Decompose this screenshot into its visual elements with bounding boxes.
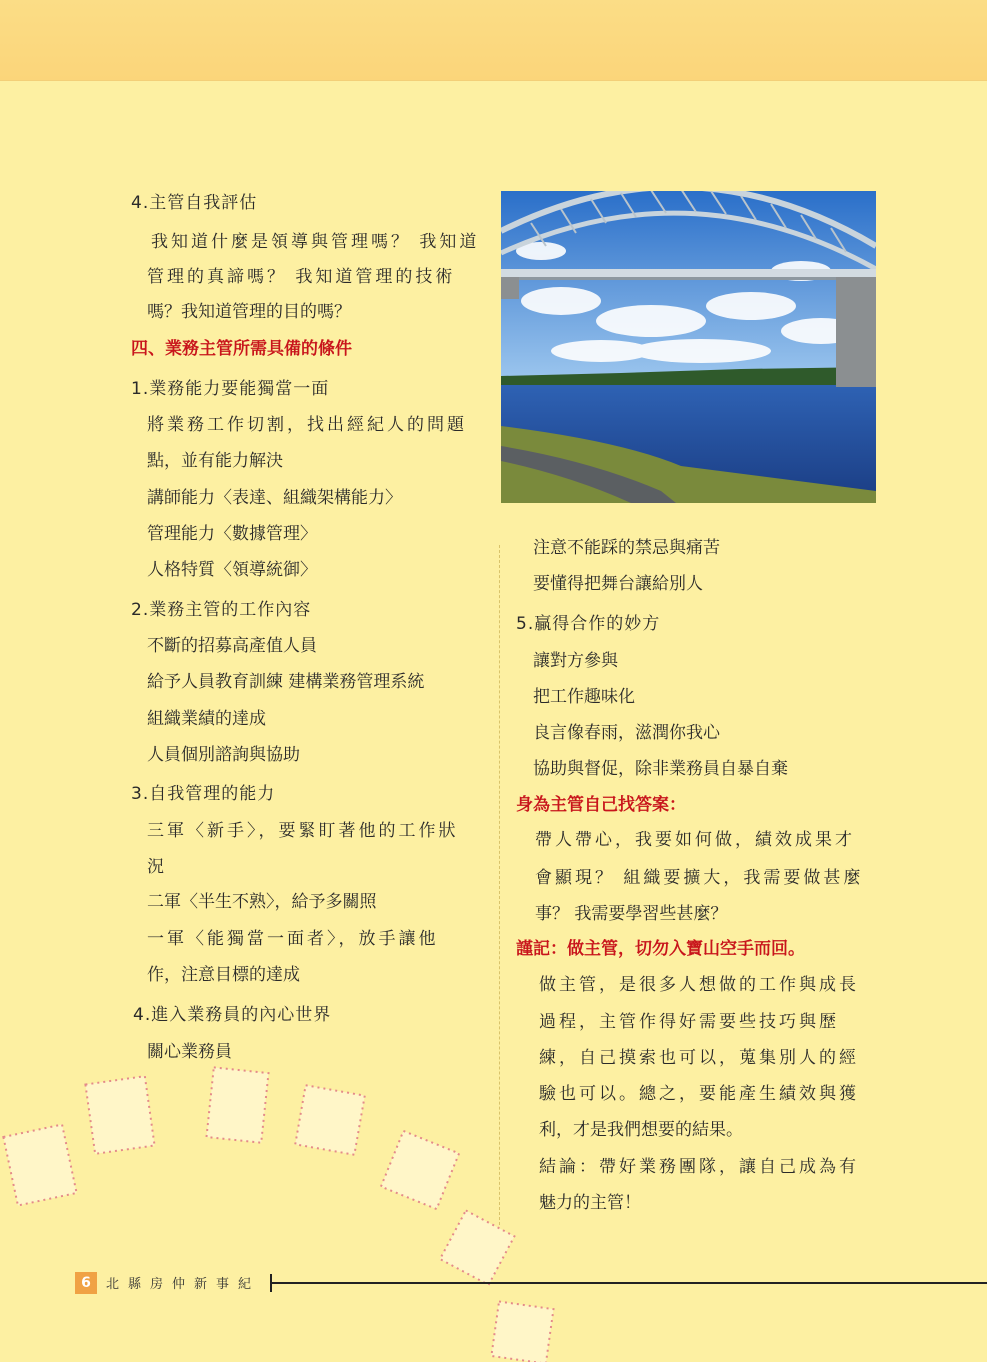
- footer-rule: [270, 1282, 987, 1284]
- right-text-line: 良言像春雨，滋潤你我心: [533, 723, 720, 743]
- right-text-line: 事？ 我需要學習些甚麼？: [535, 904, 728, 924]
- publication-title: 北縣房仲新事紀: [106, 1277, 261, 1292]
- left-text-line: 管理的真諦嗎？ 我知道管理的技術: [147, 267, 456, 287]
- right-text-line: 會顯現？ 組織要擴大，我需要做甚麼: [535, 868, 864, 888]
- right-text-line: 讓對方參與: [533, 651, 618, 671]
- left-text-line: 4.進入業務員的內心世界: [133, 1005, 332, 1025]
- right-text-line: 謹記：做主管，切勿入寶山空手而回。: [516, 939, 805, 959]
- right-text-line: 做主管，是很多人想做的工作與成長: [539, 975, 859, 995]
- right-text-line: 協助與督促，除非業務員自暴自棄: [533, 759, 788, 779]
- right-text-line: 練，自己摸索也可以，蒐集別人的經: [539, 1048, 859, 1068]
- right-text-line: 利，才是我們想要的結果。: [539, 1120, 743, 1140]
- left-text-line: 人格特質〈領導統御〉: [147, 560, 317, 580]
- left-text-line: 點，並有能力解決: [147, 451, 283, 471]
- right-text-line: 注意不能踩的禁忌與痛苦: [533, 538, 720, 558]
- left-text-line: 嗎？我知道管理的目的嗎？: [147, 302, 351, 322]
- left-text-line: 況: [147, 857, 164, 877]
- left-text-line: 4.主管自我評估: [131, 193, 258, 213]
- left-text-line: 講師能力〈表達、組織架構能力〉: [147, 488, 402, 508]
- left-text-line: 1.業務能力要能獨當一面: [131, 379, 330, 399]
- left-text-line: 組織業績的達成: [147, 709, 266, 729]
- column-divider: [499, 545, 500, 1225]
- left-text-line: 2.業務主管的工作內容: [131, 600, 312, 620]
- left-text-line: 3.自我管理的能力: [131, 784, 276, 804]
- left-text-line: 將業務工作切割，找出經紀人的問題: [147, 415, 467, 435]
- left-text-line: 二軍〈半生不熟〉，給予多關照: [147, 892, 377, 912]
- bridge-photo: [501, 191, 876, 503]
- left-text-line: 我知道什麼是領導與管理嗎？ 我知道: [151, 232, 480, 252]
- right-text-line: 把工作趣味化: [533, 687, 635, 707]
- right-text-line: 帶人帶心，我要如何做，績效成果才: [535, 830, 855, 850]
- bridge-illustration: [501, 191, 876, 503]
- left-text-line: 作，注意目標的達成: [147, 965, 300, 985]
- left-text-line: 關心業務員: [147, 1042, 232, 1062]
- left-text-line: 一軍〈能獨當一面者〉，放手讓他: [147, 929, 439, 949]
- left-text-line: 人員個別諮詢與協助: [147, 745, 300, 765]
- left-text-line: 四、業務主管所需具備的條件: [131, 339, 352, 359]
- left-text-line: 給予人員教育訓練 建構業務管理系統: [147, 672, 425, 692]
- right-text-line: 5.贏得合作的妙方: [516, 614, 661, 634]
- right-text-line: 結論：帶好業務團隊，讓自己成為有: [539, 1157, 859, 1177]
- right-text-line: 魅力的主管！: [539, 1193, 641, 1213]
- left-text-line: 三軍〈新手〉，要緊盯著他的工作狀: [147, 821, 459, 841]
- left-text-line: 管理能力〈數據管理〉: [147, 524, 317, 544]
- right-text-line: 身為主管自己找答案：: [516, 795, 686, 815]
- right-text-line: 驗也可以。總之，要能產生績效與獲: [539, 1084, 859, 1104]
- right-text-line: 過程，主管作得好需要些技巧與歷: [539, 1012, 839, 1032]
- page-number-badge: 6: [75, 1272, 97, 1294]
- decorative-squares: [0, 1060, 600, 1362]
- right-text-line: 要懂得把舞台讓給別人: [533, 574, 703, 594]
- left-text-line: 不斷的招募高產值人員: [147, 636, 317, 656]
- top-header-band: [0, 0, 987, 81]
